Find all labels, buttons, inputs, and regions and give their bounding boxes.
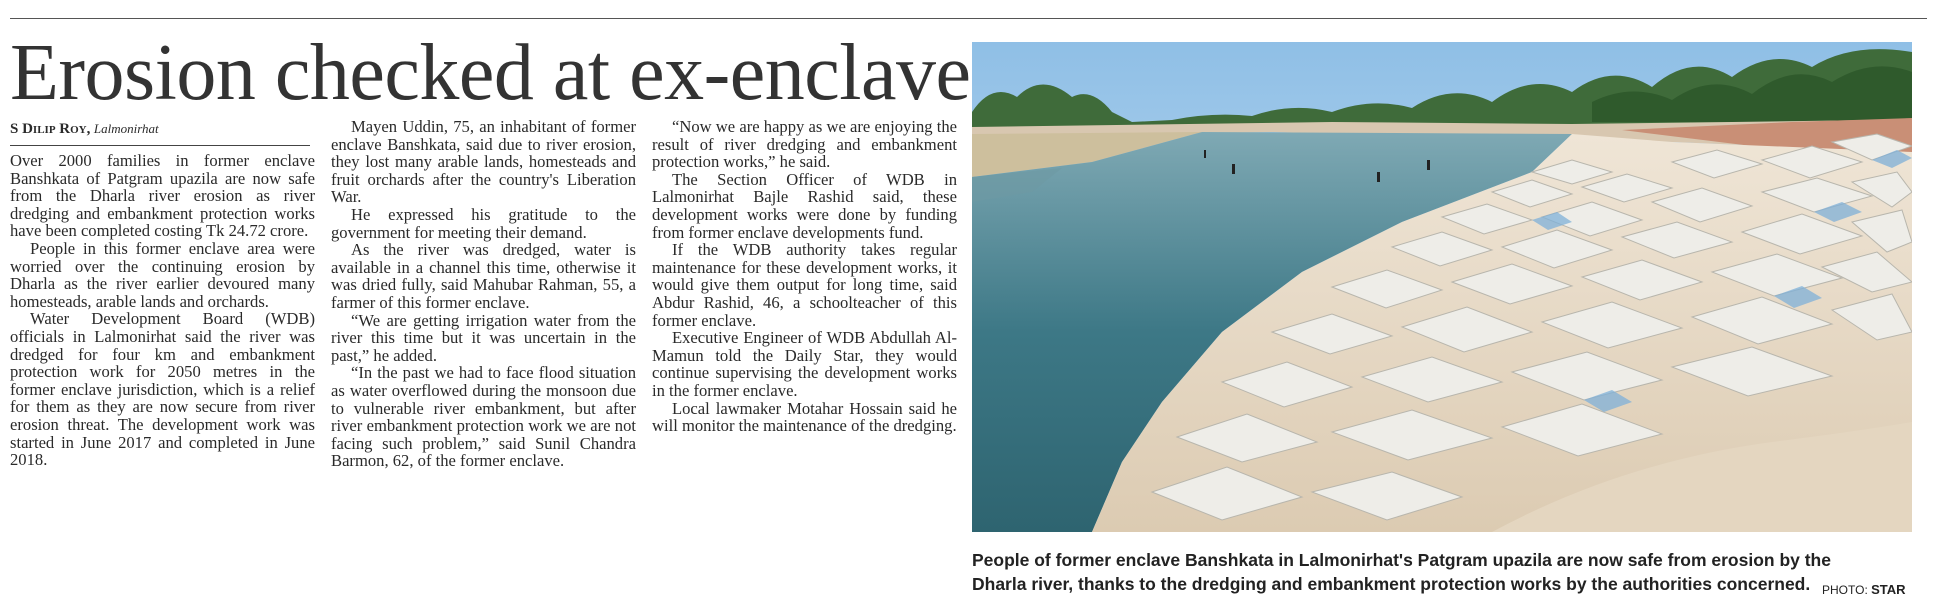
byline	[10, 121, 310, 138]
photo-credit	[1822, 582, 1906, 597]
paragraph: Executive Engineer of WDB Abdullah Al-Mamun told the Daily Star, they would continue supervising the development works in the former enclave.	[652, 328, 957, 400]
paragraph: He expressed his gratitude to the government for meeting their demand.	[331, 204, 636, 242]
paragraph: People in this former enclave area were worried over the continuing erosion by Dharla as the river earlier devoured many homesteads, arable lands and orchards.	[10, 238, 315, 311]
photo-credit-source: STAR	[1871, 582, 1906, 597]
paragraph: Water Development Board (WDB) officials in Lalmonirhat said the river was dredged for four km and embankment protection work for 2050 metres in the former enclave jurisdiction, which is a relief for them as they are now secure from river erosion threat. The development work was started in June 2017 and completed in June 2018.	[10, 309, 315, 470]
news-photo	[972, 42, 1912, 532]
article-column-2	[331, 118, 636, 470]
photo-caption: People of former enclave Banshkata in Lalmonirhat's Patgram upazila are now safe from erosion by the Dharla river, thanks to the dredging and embankment protection works by the authorities concerned.	[972, 550, 1831, 594]
river-embankment-photo	[972, 42, 1912, 532]
paragraph: As the river was dredged, water is available in a channel this time, otherwise it was dried fully, said Mahubar Rahman, 55, a farmer of this former enclave.	[331, 240, 636, 312]
photo-credit-label: PHOTO:	[1822, 583, 1868, 597]
paragraph: Local lawmaker Motahar Hossain said he will monitor the maintenance of the dredging.	[652, 398, 957, 436]
article-column-3	[652, 118, 957, 435]
paragraph: If the WDB authority takes regular maintenance for these development works, it would give them output for long time, said Abdur Rashid, 46, a schoolteacher of this former enclave.	[652, 240, 957, 330]
byline-author: S Dilip Roy,	[10, 121, 91, 137]
paragraph: Mayen Uddin, 75, an inhabitant of former enclave Banshkata, said due to river erosion, they lost many arable lands, homesteads and fruit orchards after the country's Liberation War.	[331, 117, 636, 207]
article-column-1	[10, 152, 315, 469]
paragraph: “In the past we had to face flood situation as water overflowed during the monsoon due to vulnerable river embankment, but after river embankment protection work we are not facing such problem,” said Sunil Chandra Barmon, 62, of the former enclave.	[331, 363, 636, 471]
top-rule	[10, 18, 1927, 19]
paragraph: “We are getting irrigation water from the river this time but it was uncertain in the past,” he added.	[331, 310, 636, 365]
byline-place: Lalmonirhat	[93, 121, 159, 136]
paragraph: Over 2000 families in former enclave Banshkata of Patgram upazila are now safe from the Dharla river erosion as river dredging and embankment protection works have been completed costing Tk 24.72 crore.	[10, 151, 315, 241]
byline-rule	[10, 145, 310, 146]
paragraph: “Now we are happy as we are enjoying the result of river dredging and embankment protection works,” he said.	[652, 117, 957, 172]
paragraph: The Section Officer of WDB in Lalmonirhat Bajle Rashid said, these development works were done by funding from former enclave developments fund.	[652, 169, 957, 242]
headline: Erosion checked at ex-enclave	[10, 29, 971, 117]
